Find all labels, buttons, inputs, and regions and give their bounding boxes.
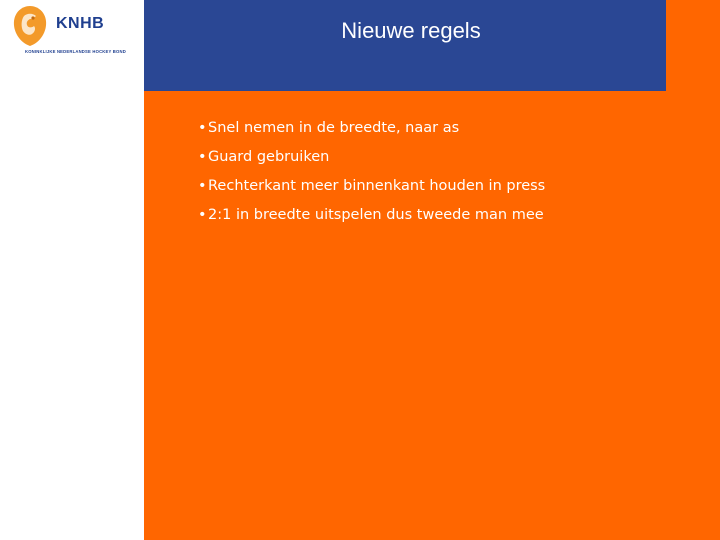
bullet-list (198, 118, 545, 234)
bullet-text: Guard gebruiken (208, 149, 330, 165)
bullet-item (198, 176, 545, 205)
bullet-dot: • (198, 178, 207, 194)
bullet-text: 2:1 in breedte uitspelen dus tweede man mee (208, 207, 544, 223)
left-margin (0, 0, 144, 540)
bullet-text: Rechterkant meer binnenkant houden in press (208, 178, 546, 194)
title-bar (144, 0, 666, 91)
slide-title: Nieuwe regels (341, 18, 481, 43)
knhb-logo (10, 4, 130, 56)
logo-subtitle: KONINKLIJKE NEDERLANDSE HOCKEY BOND (25, 49, 126, 54)
bullet-item (198, 118, 545, 147)
bullet-dot: • (198, 149, 207, 165)
bullet-text: Snel nemen in de breedte, naar as (208, 120, 460, 136)
bullet-item (198, 205, 545, 234)
logo-wordmark: KNHB (56, 15, 105, 32)
lion-emblem-icon (10, 4, 50, 48)
title-bar-edge (666, 0, 720, 91)
bullet-dot: • (198, 207, 207, 223)
bullet-item (198, 147, 545, 176)
bullet-dot: • (198, 120, 207, 136)
